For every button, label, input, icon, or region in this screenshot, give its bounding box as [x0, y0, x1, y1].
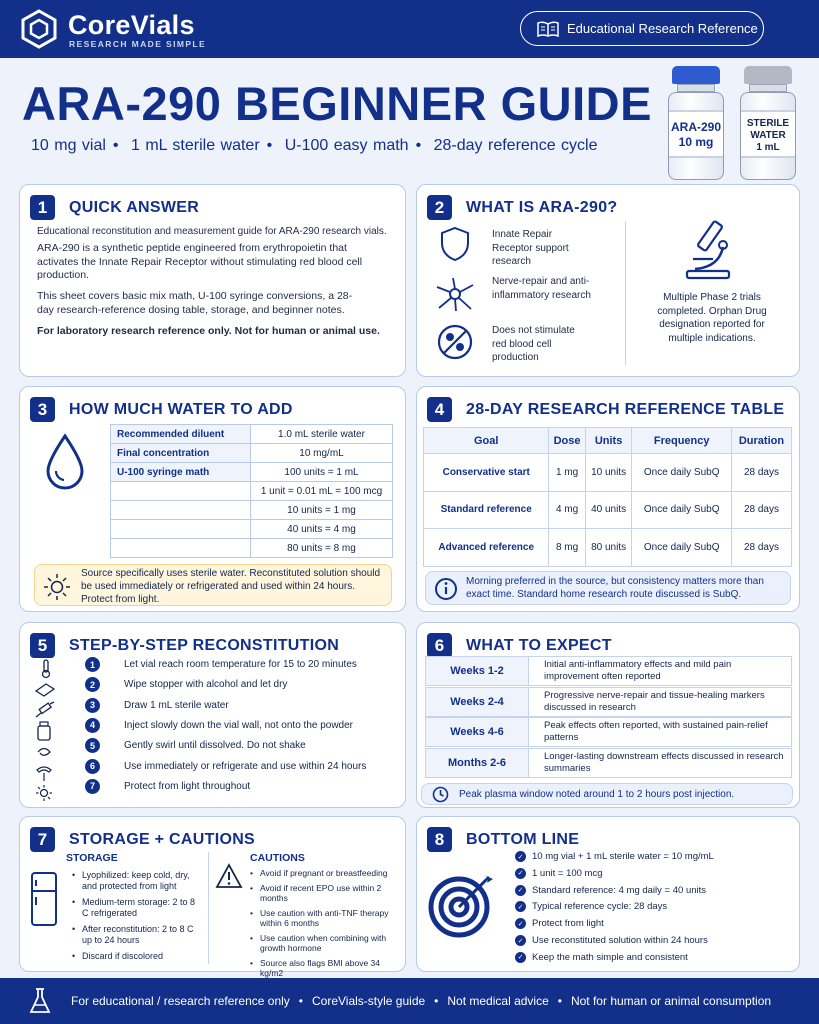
check-icon: ✓ [515, 868, 526, 879]
table-cell: 1 mg [549, 454, 585, 492]
water-math-value: 1.0 mL sterile water [251, 425, 393, 444]
timeline-period: Weeks 2-4 [426, 688, 529, 716]
shield-icon [439, 226, 471, 262]
timeline-row [425, 717, 792, 747]
section-title: WHAT TO EXPECT [466, 636, 612, 654]
table-row [424, 529, 792, 567]
reference-note-text: Morning preferred in the source, but consistency matters more than exact time. Standard home research route discussed is SubQ. [466, 576, 764, 600]
footer-item: CoreVials-style guide [312, 994, 426, 1008]
check-icon: ✓ [515, 885, 526, 896]
water-note-text: Source specifically uses sterile water. Reconstituted solution should be used immediately or refrigerated and used within 24 hours. Protect from light. [81, 568, 381, 605]
table-header-cell: Duration [731, 428, 791, 454]
what-is-item-3: Does not stimulate red blood cell production [492, 325, 575, 363]
nerve-cell-icon [433, 275, 477, 313]
water-math-row [111, 501, 393, 520]
step-number: 7 [85, 779, 100, 794]
table-header-cell: Goal [424, 428, 549, 454]
bottom-line-item [515, 885, 706, 896]
flask-icon [28, 987, 52, 1015]
what-is-clinical-note: Multiple Phase 2 trials completed. Orphan Drug designation reported for multiple indications. [657, 292, 767, 344]
water-math-row [111, 425, 393, 444]
reconstitution-card [19, 622, 406, 808]
bottom-line-text: Protect from light [532, 918, 604, 930]
microscope-icon [679, 217, 737, 283]
step-text: Inject slowly down the vial wall, not onto the powder [124, 719, 354, 731]
light-icon [35, 784, 53, 802]
table-cell: 28 days [731, 454, 791, 492]
section-number: 8 [427, 827, 452, 852]
storage-item: • After reconstitution: 2 to 8 C up to 24 hours [72, 924, 197, 946]
step-text: Let vial reach room temperature for 15 to 20 minutes [124, 659, 357, 670]
storage-list [72, 870, 197, 967]
what-is-card [416, 184, 800, 377]
caution-item: • Avoid if pregnant or breastfeeding [250, 868, 400, 878]
reference-badge-label: Educational Research Reference [567, 21, 758, 36]
water-math-value: 80 units = 8 mg [251, 539, 393, 558]
check-icon: ✓ [515, 851, 526, 862]
check-icon: ✓ [515, 935, 526, 946]
step-number: 4 [85, 718, 100, 733]
section-title: WHAT IS ARA-290? [466, 198, 618, 216]
step-text: Protect from light throughout [124, 780, 251, 792]
water-math-value: 10 units = 1 mg [251, 501, 393, 520]
footer-item: Not medical advice [447, 994, 549, 1008]
table-cell: Once daily SubQ [632, 454, 731, 492]
table-cell: 10 units [585, 454, 632, 492]
table-row [424, 491, 792, 529]
bottom-line-item [515, 851, 714, 862]
check-icon: ✓ [515, 901, 526, 912]
storage-card [19, 816, 406, 978]
table-cell: Standard reference [424, 491, 549, 529]
bottom-line-text: 1 unit = 100 mcg [532, 867, 603, 879]
step-number: 1 [85, 657, 100, 672]
clock-icon [432, 786, 449, 803]
table-cell: 8 mg [549, 529, 585, 567]
storage-heading: STORAGE [66, 852, 118, 864]
cautions-list [250, 868, 400, 983]
step-item [86, 740, 306, 751]
step-item [86, 761, 366, 772]
step-text: Draw 1 mL sterile water [124, 699, 229, 711]
step-item [86, 659, 357, 670]
hexagon-logo-icon [20, 9, 58, 49]
target-icon [427, 869, 497, 939]
storage-item: • Discard if discolored [72, 951, 197, 962]
timeline-period: Weeks 4-6 [426, 718, 529, 746]
plasma-note-text: Peak plasma window noted around 1 to 2 hours post injection. [459, 789, 735, 800]
section-title: BOTTOM LINE [466, 830, 580, 848]
water-math-value: 100 units = 1 mL [251, 463, 393, 482]
water-math-key: Final concentration [111, 444, 251, 463]
quick-answer-description: ARA-290 is a synthetic peptide engineered from erythropoietin that activates the Innate Repair Receptor without stimulating red blood cell production. [37, 242, 363, 281]
water-math-key [111, 539, 251, 558]
bottom-line-text: Use reconstituted solution within 24 hours [532, 935, 708, 946]
reference-table-card [416, 386, 800, 612]
cautions-heading: CAUTIONS [250, 852, 305, 864]
step-number: 5 [85, 738, 100, 753]
storage-item: • Medium-term storage: 2 to 8 C refrigerated [72, 897, 197, 919]
step-text: Use immediately or refrigerate and use within 24 hours [124, 760, 367, 772]
quick-answer-disclaimer: For laboratory research reference only. Not for human or animal use. [37, 325, 380, 337]
step-item [86, 679, 287, 690]
alcohol-wipe-icon [34, 681, 56, 697]
reference-note-box [425, 571, 791, 605]
section-title: STEP-BY-STEP RECONSTITUTION [69, 636, 340, 654]
thermometer-icon [38, 659, 54, 679]
table-header-cell: Dose [549, 428, 585, 454]
table-row [424, 454, 792, 492]
timeline-description: Initial anti-inflammatory effects and mild pain improvement often reported [544, 659, 732, 682]
water-math-key [111, 482, 251, 501]
bottom-line-item [515, 901, 667, 912]
water-math-key [111, 520, 251, 539]
timeline-row [425, 656, 792, 686]
bottom-line-text: Typical reference cycle: 28 days [532, 901, 668, 913]
step-text: Wipe stopper with alcohol and let dry [124, 679, 288, 691]
caution-item: • Use caution when combining with growth hormone [250, 933, 400, 953]
timeline-period: Months 2-6 [426, 749, 529, 777]
caution-item: • Source also flags BMI above 34 kg/m2 [250, 958, 400, 978]
table-cell: Advanced reference [424, 529, 549, 567]
water-vial-image: STERILE WATER 1 mL [740, 66, 796, 182]
table-cell: 28 days [731, 491, 791, 529]
step-item [86, 720, 353, 731]
footer-item: For educational / research reference only [71, 994, 290, 1008]
water-math-value: 1 unit = 0.01 mL = 100 mcg [251, 482, 393, 501]
table-cell: Conservative start [424, 454, 549, 492]
footer-bar: For educational / research reference only • CoreVials-style guide • Not medical advice • Not for human or animal consumption [0, 978, 819, 1024]
footer-item: Not for human or animal consumption [570, 994, 772, 1008]
page-subtitle: 10 mg vial • 1 mL sterile water • U-100 easy math • 28-day reference cycle [31, 137, 598, 154]
refrigerator-icon [30, 871, 58, 927]
caution-item: • Use caution with anti-TNF therapy within 6 months [250, 908, 400, 928]
table-cell: 28 days [731, 529, 791, 567]
section-number: 1 [30, 195, 55, 220]
divider [208, 852, 209, 964]
warning-icon [215, 863, 243, 889]
section-title: QUICK ANSWER [69, 198, 200, 216]
water-math-key: Recommended diluent [111, 425, 251, 444]
section-number: 3 [30, 397, 55, 422]
step-item [86, 781, 250, 792]
caution-item: • Avoid if recent EPO use within 2 months [250, 883, 400, 903]
water-drop-icon [42, 433, 88, 491]
bottom-line-item [515, 918, 604, 929]
check-icon: ✓ [515, 952, 526, 963]
sun-icon [43, 573, 71, 601]
top-bar [0, 0, 819, 58]
page-title: ARA-290 BEGINNER GUIDE [22, 77, 652, 130]
table-cell: Once daily SubQ [632, 491, 731, 529]
step-number: 3 [85, 698, 100, 713]
bottom-line-text: Standard reference: 4 mg daily = 40 units [532, 884, 707, 896]
swirl-icon [35, 744, 53, 760]
table-header-cell: Units [585, 428, 632, 454]
bottom-line-card [416, 816, 800, 972]
refrigerate-icon [35, 764, 53, 782]
open-book-icon [537, 21, 559, 37]
check-icon: ✓ [515, 918, 526, 929]
table-cell: 80 units [585, 529, 632, 567]
timeline-description: Progressive nerve-repair and tissue-healing markers discussed in research [544, 689, 765, 713]
section-number: 2 [427, 195, 452, 220]
quick-answer-intro: Educational reconstitution and measurement guide for ARA-290 research vials. [37, 226, 387, 237]
section-title: 28-DAY RESEARCH REFERENCE TABLE [466, 400, 785, 418]
step-item [86, 700, 229, 711]
vial-icon [36, 721, 52, 741]
water-math-row [111, 444, 393, 463]
section-number: 5 [30, 633, 55, 658]
step-number: 2 [85, 677, 100, 692]
section-number: 7 [30, 827, 55, 852]
table-header-cell: Frequency [632, 428, 731, 454]
water-note-box [34, 564, 392, 606]
plasma-note-box [421, 783, 793, 805]
section-number: 4 [427, 397, 452, 422]
section-number: 6 [427, 633, 452, 658]
timeline-row [425, 687, 792, 717]
quick-answer-card [19, 184, 406, 377]
table-cell: Once daily SubQ [632, 529, 731, 567]
peptide-vial-image: ARA-290 10 mg [668, 66, 724, 182]
bottom-line-text: Keep the math simple and consistent [532, 951, 688, 963]
dosing-reference-table [423, 427, 792, 567]
water-math-key: U-100 syringe math [111, 463, 251, 482]
section-title: STORAGE + CAUTIONS [69, 830, 256, 848]
storage-item: • Lyophilized: keep cold, dry, and protected from light [72, 870, 197, 892]
timeline-period: Weeks 1-2 [426, 657, 529, 685]
water-math-row [111, 539, 393, 558]
water-math-key [111, 501, 251, 520]
info-icon [434, 577, 458, 601]
water-math-row [111, 520, 393, 539]
bottom-line-item [515, 935, 708, 946]
water-math-row [111, 482, 393, 501]
water-math-table [110, 424, 393, 558]
reference-badge[interactable] [520, 11, 764, 46]
table-cell: 4 mg [549, 491, 585, 529]
section-title: HOW MUCH WATER TO ADD [69, 400, 293, 418]
timeline-description: Peak effects often reported, with sustained pain-relief patterns [544, 720, 768, 743]
water-math-value: 10 mg/mL [251, 444, 393, 463]
bottom-line-item [515, 868, 603, 879]
water-card [19, 386, 406, 612]
step-text: Gently swirl until dissolved. Do not shake [124, 740, 306, 752]
divider [625, 221, 626, 365]
bottom-line-text: 10 mg vial + 1 mL sterile water = 10 mg/mL [532, 851, 714, 862]
what-to-expect-card [416, 622, 800, 808]
bottom-line-item [515, 952, 688, 963]
timeline-row [425, 748, 792, 778]
timeline-description: Longer-lasting downstream effects discussed in research summaries [544, 750, 784, 774]
syringe-icon [34, 701, 56, 719]
no-blood-cell-icon [436, 323, 474, 361]
water-math-value: 40 units = 4 mg [251, 520, 393, 539]
brand-name: CoreVials [68, 10, 195, 40]
what-is-item-2: Nerve-repair and anti-inflammatory research [492, 276, 591, 301]
quick-answer-coverage: This sheet covers basic mix math, U-100 syringe conversions, a 28-day research-reference dosing table, storage, and beginner notes. [37, 290, 353, 316]
what-is-item-1: Innate Repair Receptor support research [492, 229, 569, 267]
step-number: 6 [85, 759, 100, 774]
water-math-row [111, 463, 393, 482]
table-cell: 40 units [585, 491, 632, 529]
brand-tagline: RESEARCH MADE SIMPLE [69, 39, 207, 49]
